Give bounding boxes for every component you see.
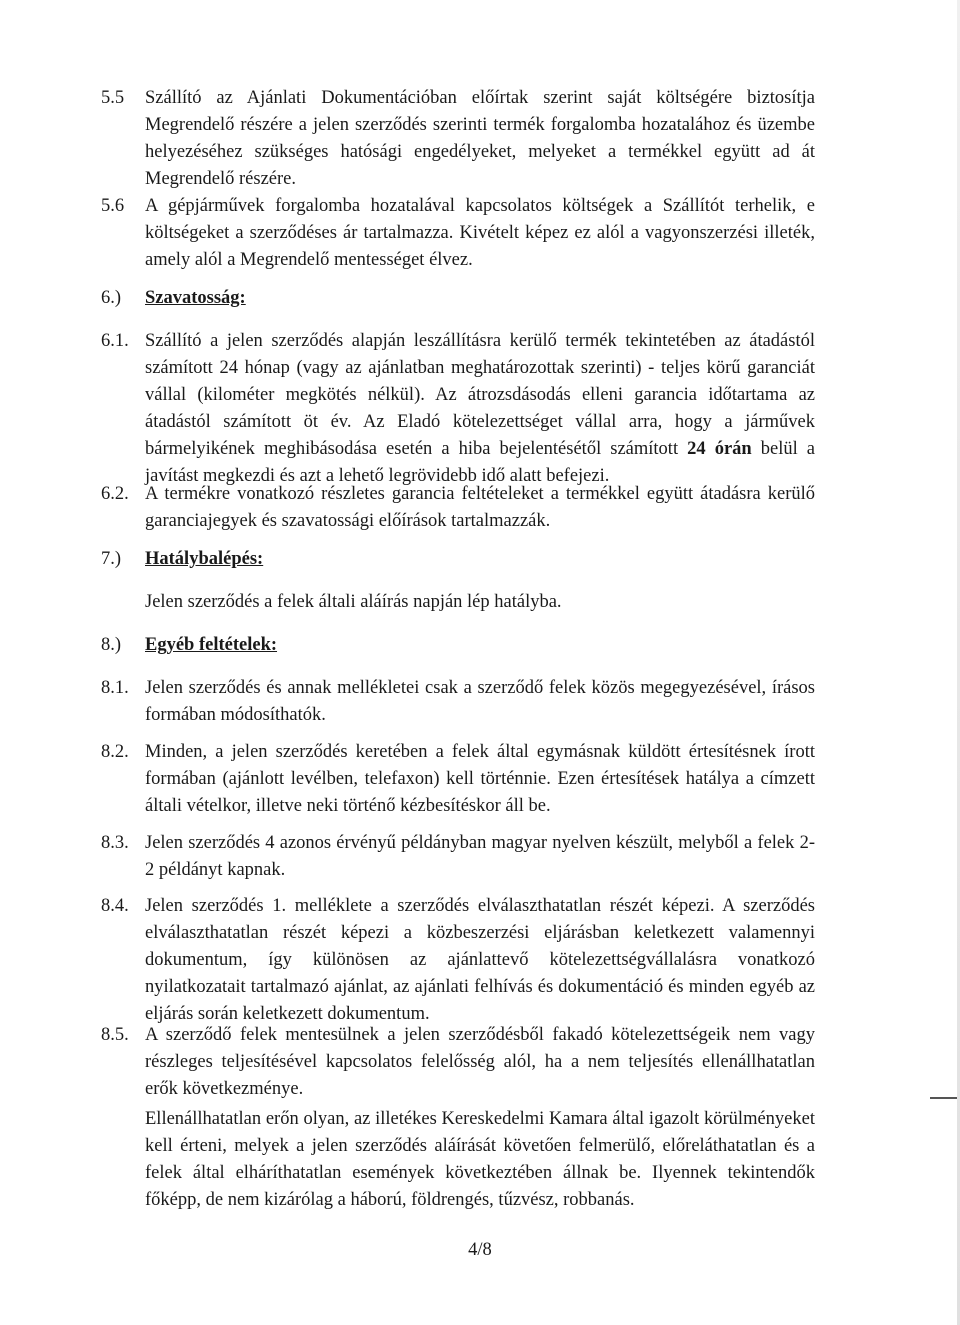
section-number-8-2: 8.2.: [101, 742, 129, 762]
section-8-2-text: Minden, a jelen szerződés keretében a felek által egymásnak küldött értesítésnek írott formában (ajánlott levélben, telefaxon) kell történnie. Ezen értesítések hatálya a címzett általi vételkor, illetve neki történő kézbesítéskor áll be.: [145, 742, 815, 816]
section-number-8-4: 8.4.: [101, 896, 129, 916]
section-8-5-force-majeure-text: Ellenállhatatlan erőn olyan, az illetékes Kereskedelmi Kamara által igazolt körülményeket kell érteni, melyek a jelen szerződés aláírását követően felmerülő, előreláthatatlan és a felek által elháríthatatlan események következtében állnak be. Ilyennek tekintendők főképp, de nem kizárólag a háború, földrengés, tűzvész, robbanás.: [145, 1109, 815, 1210]
section-6-1-text-part1: Szállító a jelen szerződés alapján leszállításra kerülő termék tekintetében az átadástól számított 24 hónap (vagy az ajánlatban meghatározottak szerinti) - teljes körű garanciát vállal (kilométer megkötés nélkül). Az átrozsdásodás elleni garancia időtartama az átadástól számított öt év. Az Eladó kötelezettséget vállal arra, hogy a járművek bármelyikének meghibásodása esetén a hiba bejelentésétől számított: [145, 331, 815, 459]
section-6-2-text: A termékre vonatkozó részletes garancia feltételeket a termékkel együtt átadásra kerülő garanciajegyek és szavatossági előírások tartalmazzák.: [145, 484, 815, 531]
section-8-3-text: Jelen szerződés 4 azonos érvényű példányban magyar nyelven készült, melyből a felek 2-2 példányt kapnak.: [145, 833, 815, 880]
section-number-6-1: 6.1.: [101, 331, 129, 351]
heading-number-7: 7.): [101, 549, 122, 569]
heading-number-8: 8.): [101, 635, 122, 655]
section-7-text: Jelen szerződés a felek általi aláírás napján lép hatályba.: [145, 592, 562, 612]
section-5-5-text: Szállító az Ajánlati Dokumentációban előírtak szerint saját költségére biztosítja Megrendelő részére a jelen szerződés szerinti termék forgalomba hozatalához és üzembe helyezéséhez szükséges hatósági engedélyeket, melyeket a termékkel együtt ad át Megrendelő részére.: [145, 88, 815, 189]
section-6-1-bold-hours: 24 órán: [687, 439, 752, 459]
section-number-6-2: 6.2.: [101, 484, 129, 504]
heading-egyeb-feltetelek: Egyéb feltételek:: [145, 635, 278, 655]
heading-hatalybalepes: Hatálybalépés:: [145, 549, 264, 569]
section-number-8-5: 8.5.: [101, 1025, 129, 1045]
section-5-6-text: A gépjárművek forgalomba hozatalával kapcsolatos költségek a Szállítót terhelik, e költségeket a szerződéses ár tartalmazza. Kivételt képez ez alól a vagyonszerzési illeték, amely alól a Megrendelő mentességet élvez.: [145, 196, 815, 270]
page-number: 4/8: [468, 1240, 492, 1260]
section-number-8-3: 8.3.: [101, 833, 129, 853]
section-6-1-text: [145, 328, 815, 490]
heading-szavatossag: Szavatosság:: [145, 288, 246, 308]
heading-number-6: 6.): [101, 288, 122, 308]
scan-edge-mark: [930, 1097, 960, 1099]
section-8-5-text: A szerződő felek mentesülnek a jelen szerződésből fakadó kötelezettségeik nem vagy részleges teljesítésével kapcsolatos felelősség alól, ha a nem teljesítés ellenállhatatlan erők következménye.: [145, 1025, 815, 1099]
section-8-1-text: Jelen szerződés és annak mellékletei csak a szerződő felek közös megegyezésével, írásos formában módosíthatók.: [145, 678, 815, 725]
section-8-4-text: Jelen szerződés 1. melléklete a szerződés elválaszthatatlan részét képezi. A szerződés elválaszthatatlan részét képezi a közbeszerzési eljárásban keletkezett valamennyi dokumentum, így különösen az ajánlattevő kötelezettségvállalásra vonatkozó nyilatkozatait tartalmazó ajánlat, az ajánlati felhívás és dokumentáció és minden egyéb az eljárás során keletkezett dokumentum.: [145, 896, 815, 1024]
section-number-8-1: 8.1.: [101, 678, 129, 698]
section-number-5-5: 5.5: [101, 88, 125, 108]
section-number-5-6: 5.6: [101, 196, 125, 216]
section-6-1-text-part2: belül a javítást megkezdi és azt a lehető legrövidebb idő alatt befejezi.: [145, 439, 816, 486]
